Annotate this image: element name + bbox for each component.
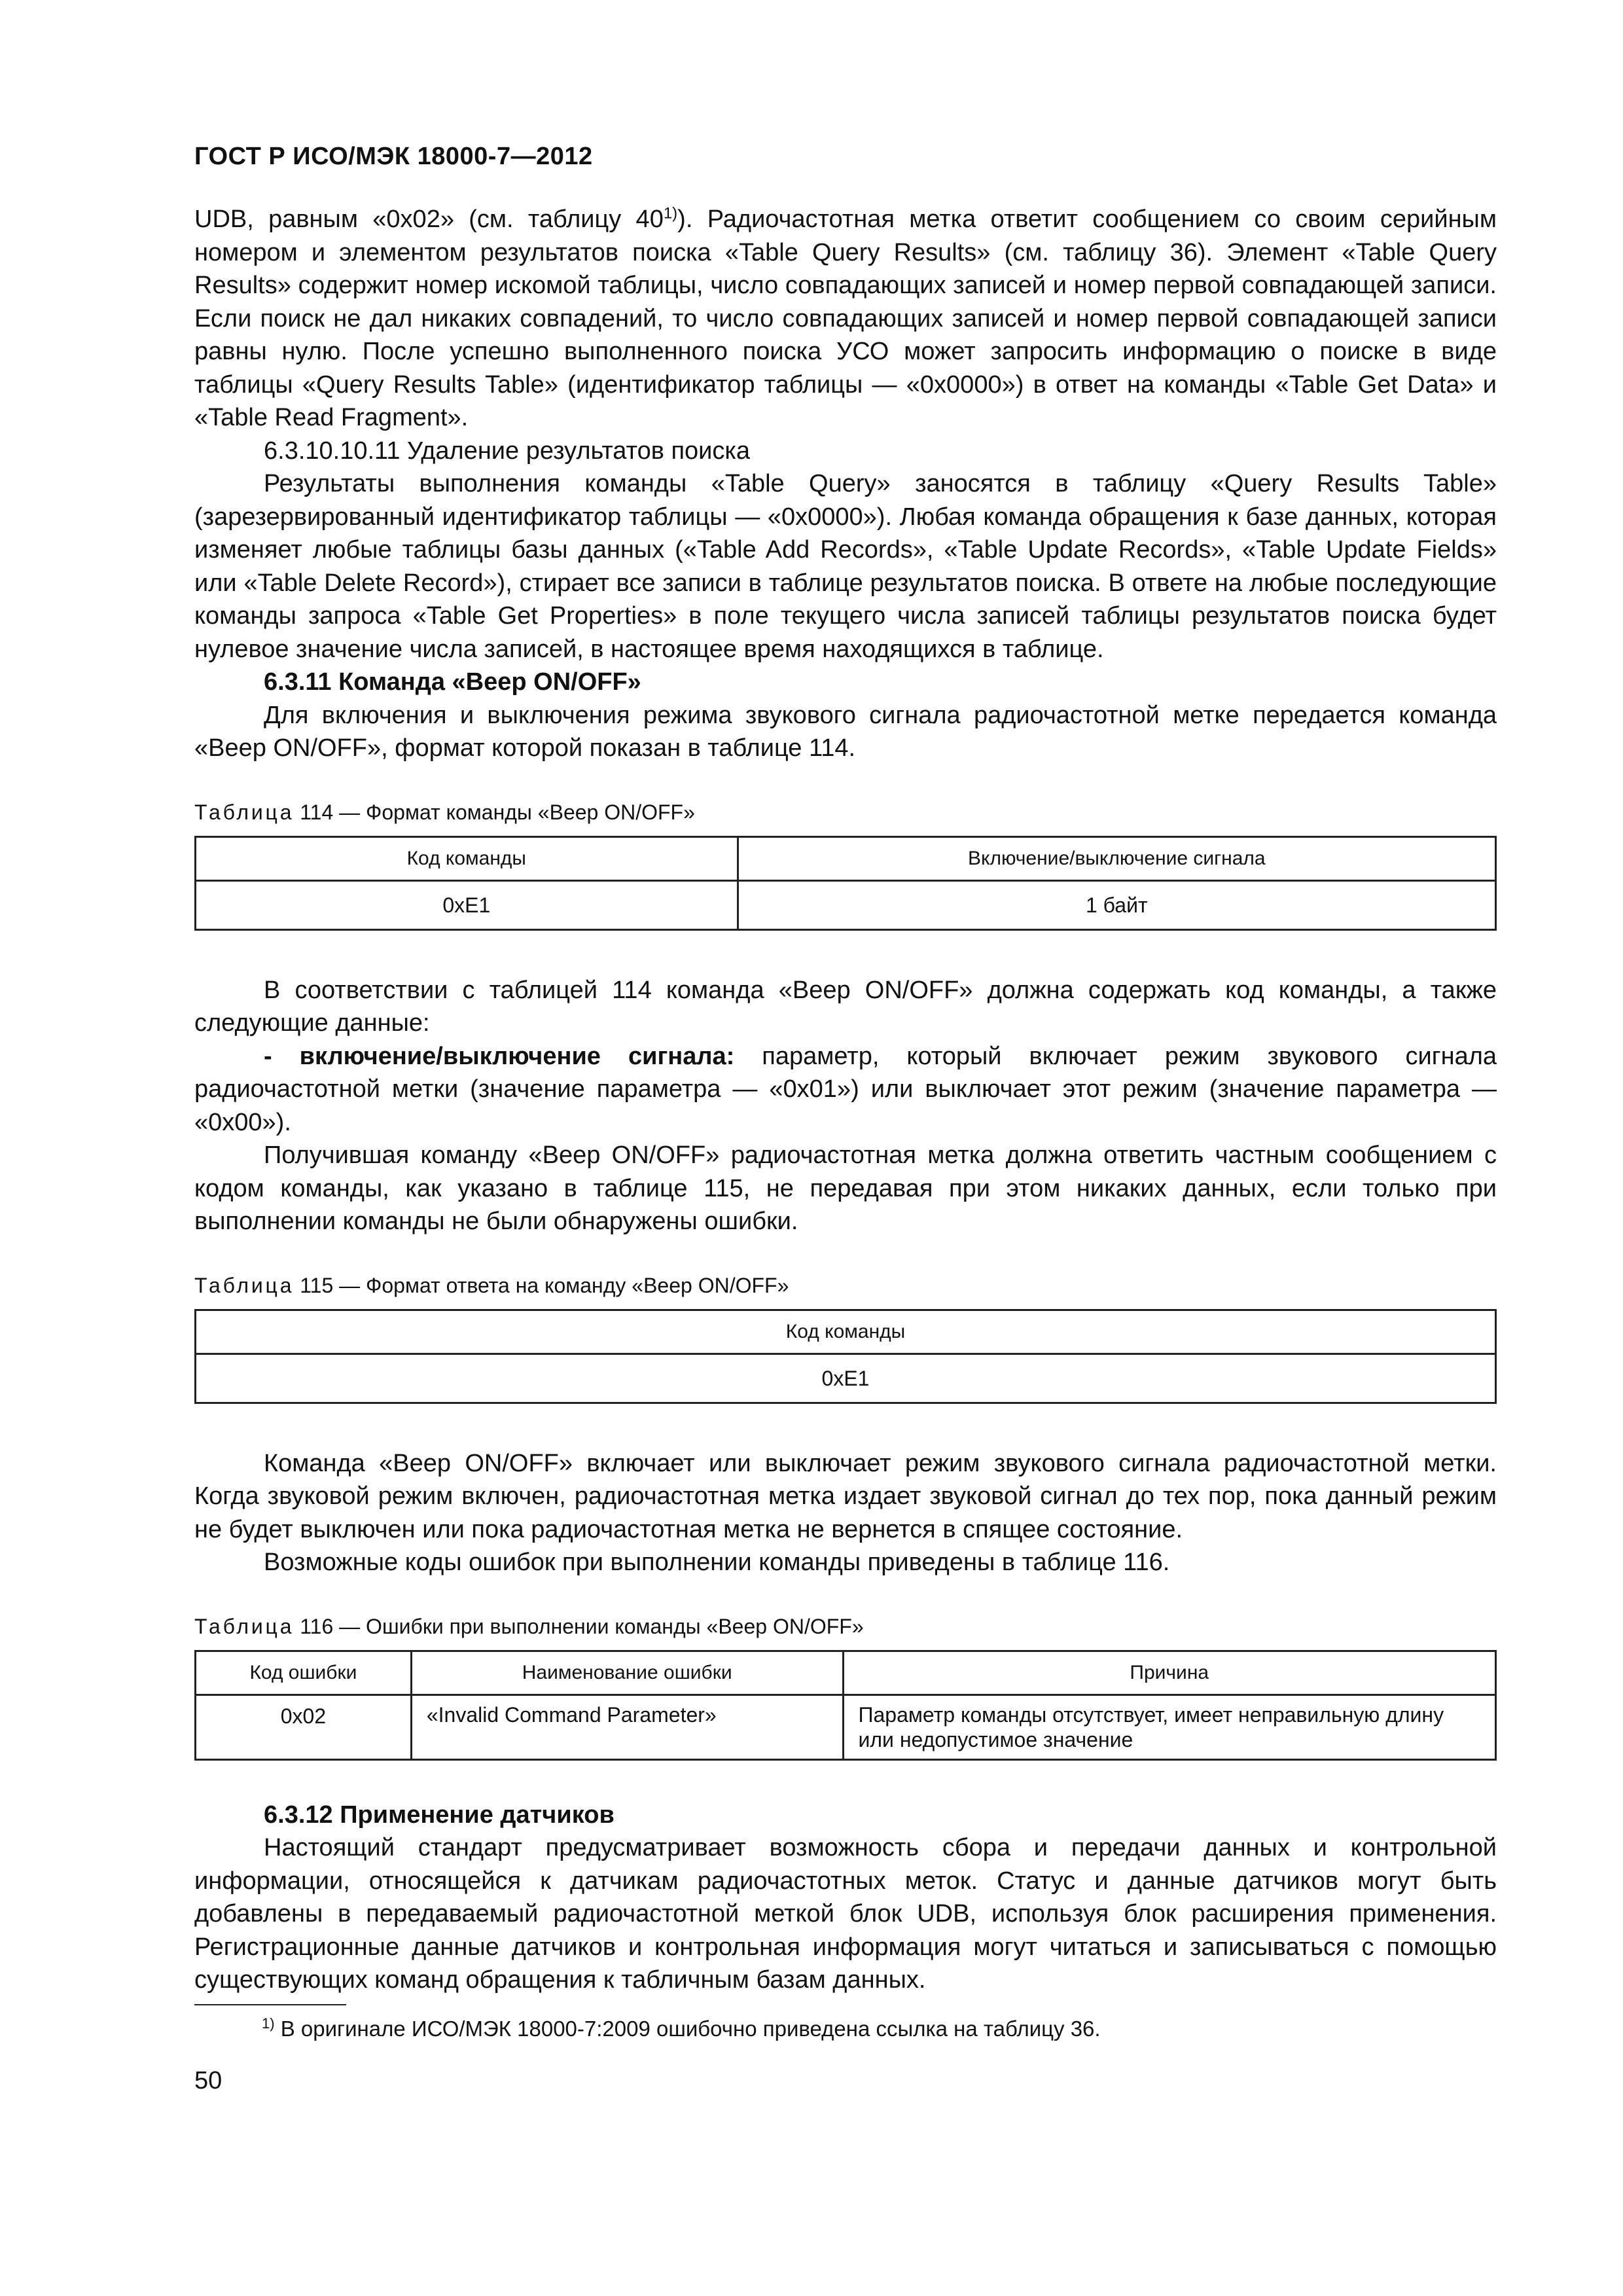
table-cell: 1 байт [738,880,1495,929]
table-caption [194,799,1497,825]
table-cell: 0xE1 [196,1354,1496,1403]
footnote-separator [194,2004,346,2005]
table-row [196,1354,1496,1403]
table-cell: 0xE1 [196,880,738,929]
footnote-text: В оригинале ИСО/МЭК 18000-7:2009 ошибочно приведена ссылка на таблицу 36. [274,2017,1101,2041]
section-heading-6-3-11: 6.3.11 Команда «Beep ON/OFF» [264,668,641,696]
table-caption [194,1272,1497,1299]
table-header-cell: Включение/выключение сигнала [738,836,1495,880]
table-caption-word: Таблица [194,1614,294,1638]
table-cell: «Invalid Command Parameter» [411,1695,843,1759]
document-header: ГОСТ Р ИСО/МЭК 18000-7—2012 [194,143,593,170]
table-caption [194,1613,1497,1640]
paragraph: Получившая команду «Beep ON/OFF» радиочастотная метка должна ответить частным сообщением с кодом команды, как указано в таблице 115, не передавая при этом никаких данных, если только при выполнении команды не были обнаружены ошибки. [194,1141,1497,1235]
paragraph-text: UDB, равным «0x02» (см. таблицу 40 [194,206,664,233]
paragraph: Настоящий стандарт предусматривает возможность сбора и передачи данных и контрольной информации, относящейся к датчикам радиочастотных меток. Статус и данные датчиков могут быть добавлены в передаваемый радиочастотной меткой блок UDB, используя блок расширения применения. Регистрационные данные датчиков и контрольная информация могут читаться и записываться с помощью существующих команд обращения к табличным базам данных. [194,1834,1497,1994]
paragraph: Возможные коды ошибок при выполнении команды приведены в таблице 116. [264,1549,1170,1576]
table-header-cell: Код команды [196,836,738,880]
paragraph: Команда «Beep ON/OFF» включает или выключает режим звукового сигнала радиочастотной метки. Когда звуковой режим включен, радиочастотная метка издает звуковой сигнал до тех пор, пока данный режим не будет выключен или пока радиочастотная метка не вернется в спящее состояние. [194,1449,1497,1543]
section-heading-6-3-12: 6.3.12 Применение датчиков [264,1801,615,1829]
table-caption-text: 115 — Формат ответа на команду «Beep ON/OFF» [294,1273,789,1297]
document-body [194,203,1497,1997]
table-header-cell: Причина [843,1651,1496,1695]
table-115 [194,1309,1497,1404]
footnote-reference: 1) [663,204,678,223]
table-caption-text: 114 — Формат команды «Beep ON/OFF» [294,800,695,824]
page-number: 50 [194,2067,223,2094]
table-header-cell: Наименование ошибки [411,1651,843,1695]
clause-heading: 6.3.10.10.11 Удаление результатов поиска [264,437,750,465]
table-header-cell: Код команды [196,1310,1496,1354]
table-row [196,880,1496,929]
footnote-mark: 1) [262,2015,275,2032]
table-row [196,1695,1496,1759]
table-114 [194,836,1497,931]
list-item-term: - включение/выключение сигнала: [264,1042,735,1070]
table-cell: 0x02 [196,1695,412,1759]
table-cell: Параметр команды отсутствует, имеет неправильную длину или недопустимое значение [843,1695,1496,1759]
table-116 [194,1650,1497,1761]
list-item [194,1040,1497,1139]
paragraph: В соответствии с таблицей 114 команда «Beep ON/OFF» должна содержать код команды, а также следующие данные: [194,976,1497,1037]
paragraph [194,203,1497,435]
table-caption-text: 116 — Ошибки при выполнении команды «Beep ON/OFF» [294,1614,864,1638]
list-item-text: параметр, который включает режим звукового сигнала радиочастотной метки (значение параметра — «0x01») или выключает этот режим (значение параметра — «0x00»). [194,1042,1497,1136]
table-caption-word: Таблица [194,800,294,824]
footnote [262,2016,1101,2042]
table-header-cell: Код ошибки [196,1651,412,1695]
paragraph: Результаты выполнения команды «Table Query» заносятся в таблицу «Query Results Table» (зарезервированный идентификатор таблицы — «0x0000»). Любая команда обращения к базе данных, которая изменяет любые таблицы базы данных («Table Add Records», «Table Update Records», «Table Update Fields» или «Table Delete Record»), стирает все записи в таблице результатов поиска. В ответе на любые последующие команды запроса «Table Get Properties» в поле текущего числа записей таблицы результатов поиска будет нулевое значение числа записей, в настоящее время находящихся в таблице. [194,470,1497,663]
paragraph-text: ). Радиочастотная метка ответит сообщением со своим серийным номером и элементом результатов поиска «Table Query Results» (см. таблицу 36). Элемент «Table Query Results» содержит номер искомой таблицы, число совпадающих записей и номер первой совпадающей записи. Если поиск не дал никаких совпадений, то число совпадающих записей и номер первой совпадающей записи равны нулю. После успешно выполненного поиска УСО может запросить информацию о поиске в виде таблицы «Query Results Table» (идентификатор таблицы — «0x0000») в ответ на команды «Table Get Data» и «Table Read Fragment». [194,206,1497,431]
paragraph: Для включения и выключения режима звукового сигнала радиочастотной метке передается команда «Beep ON/OFF», формат которой показан в таблице 114. [194,701,1497,762]
table-caption-word: Таблица [194,1273,294,1297]
